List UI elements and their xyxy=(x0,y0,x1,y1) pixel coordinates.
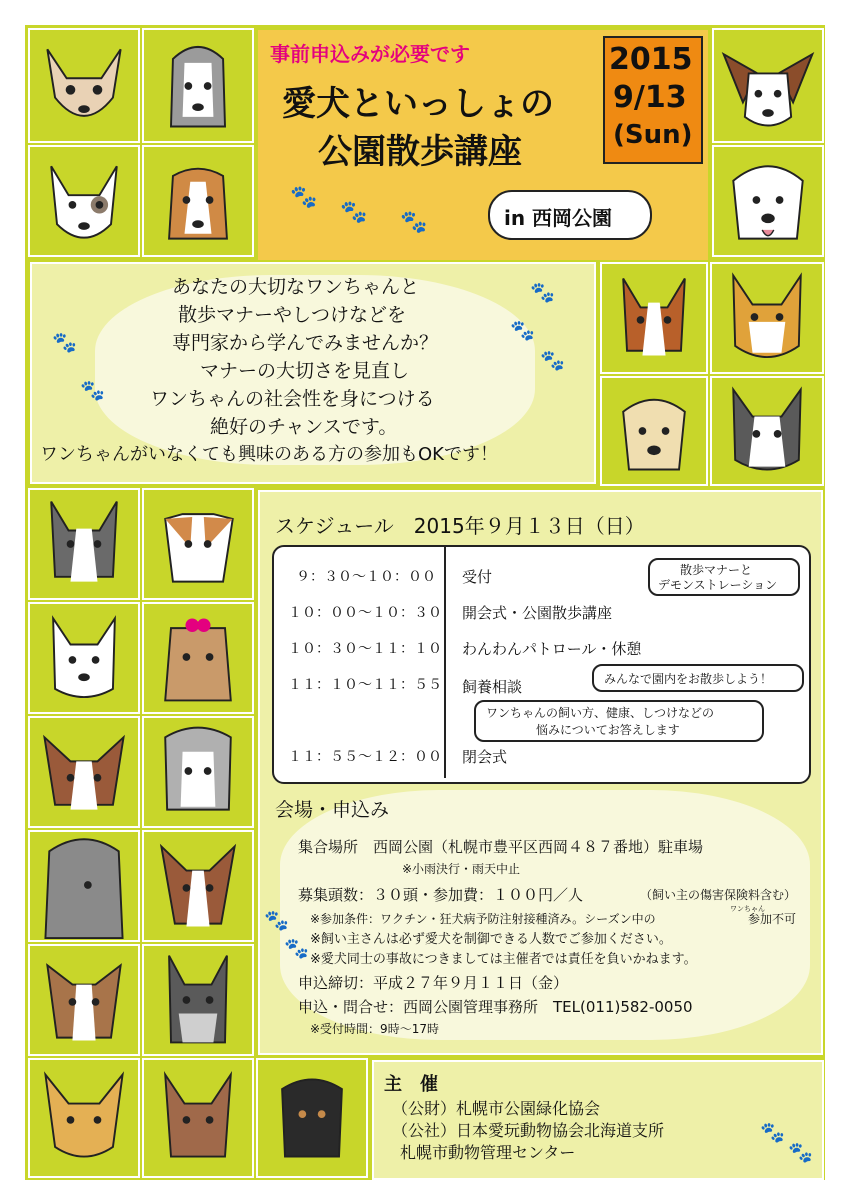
dog-tile-whippet xyxy=(28,944,140,1056)
dog-face-icon xyxy=(144,718,252,826)
dog-tile-whitebull xyxy=(28,602,140,714)
venue-heading: 会場・申込み xyxy=(275,799,390,821)
organizer-item-1: （公財）札幌市公園緑化協会 xyxy=(392,1099,601,1118)
venue-condition-2: ※飼い主さんは必ず愛犬を制御できる人数でご参加ください。 xyxy=(310,932,672,947)
dog-face-icon xyxy=(714,30,822,141)
event-title-line1: 愛犬といっしょの xyxy=(282,84,554,124)
dog-face-icon xyxy=(144,30,252,141)
date-day-of-week: (Sun) xyxy=(613,120,693,150)
dog-tile-brown-terrier xyxy=(142,1058,254,1178)
dog-tile-boxer xyxy=(600,262,708,374)
dog-tile-afghan xyxy=(28,830,140,942)
venue-condition-3: ※愛犬同士の事故につきましては主催者では責任を負いかねます。 xyxy=(310,952,697,967)
dog-tile-schnauzer xyxy=(142,944,254,1056)
schedule-time-5: １１：５５～１２：００ xyxy=(288,749,442,765)
venue-condition-1: ※参加条件：ワクチン・狂犬病予防注射接種済み。シーズン中の xyxy=(310,912,656,926)
paw-print-icon: 🐾 xyxy=(340,200,368,225)
schedule-event-4: 飼養相談 xyxy=(462,678,523,696)
notice-text: 事前申込みが必要です xyxy=(270,42,470,66)
dog-tile-retriever-white xyxy=(712,145,824,257)
location-badge xyxy=(488,190,652,240)
dog-face-icon xyxy=(714,147,822,255)
dog-tile-beagle xyxy=(142,145,254,257)
dog-face-icon xyxy=(144,604,252,712)
schedule-heading: スケジュール 2015年９月１３日（日） xyxy=(275,514,645,538)
dog-face-icon xyxy=(144,832,252,940)
paw-print-icon: 🐾 xyxy=(400,210,428,235)
intro-line-6: 絶好のチャンスです。 xyxy=(210,416,398,438)
dog-tile-corgi xyxy=(28,716,140,828)
intro-line-4: マナーの大切さを見直し xyxy=(200,360,410,382)
venue-hours: ※受付時間：9時～17時 xyxy=(310,1022,439,1036)
dog-face-icon xyxy=(144,946,252,1054)
paw-print-icon: 🐾 xyxy=(52,330,77,354)
paw-print-icon: 🐾 xyxy=(290,185,318,210)
demo-bubble-line1: 散歩マナーと xyxy=(680,563,753,577)
venue-condition-1-end: 参加不可 xyxy=(748,912,797,926)
dog-tile-husky xyxy=(710,376,824,486)
dog-face-icon xyxy=(30,1060,138,1176)
dog-tile-bullterrier xyxy=(28,145,140,257)
intro-line-7: ワンちゃんがいなくても興味のある方の参加もOKです！ xyxy=(40,444,498,465)
dog-face-icon xyxy=(30,946,138,1054)
dog-tile-dachshund xyxy=(256,1058,368,1178)
venue-capacity-note: （飼い主の傷害保険料含む） xyxy=(640,888,797,902)
dog-tile-chihuahua-tan xyxy=(28,1058,140,1178)
event-title-line2: 公園散歩講座 xyxy=(318,132,522,172)
organizer-item-2: （公社）日本愛玩動物協会北海道支所 xyxy=(392,1121,665,1140)
paw-print-icon: 🐾 xyxy=(80,378,105,402)
schedule-event-3: わんわんパトロール・休憩 xyxy=(462,640,642,658)
demo-bubble-line2: デモンストレーション xyxy=(658,578,778,592)
dog-tile-lab xyxy=(600,376,708,486)
paw-print-icon: 🐾 xyxy=(510,318,535,342)
dog-face-icon xyxy=(30,147,138,255)
schedule-event-5: 閉会式 xyxy=(462,748,508,766)
venue-capacity: 募集頭数：３０頭・参加費：１００円／人 xyxy=(298,886,584,904)
venue-place-note: ※小雨決行・雨天中止 xyxy=(402,862,521,876)
date-year: 2015 xyxy=(609,42,693,77)
location-badge-text: in 西岡公園 xyxy=(504,206,613,230)
dog-face-icon xyxy=(30,490,138,598)
organizers-heading: 主 催 xyxy=(384,1074,438,1095)
walk-bubble xyxy=(592,664,804,692)
intro-line-5: ワンちゃんの社会性を身につける xyxy=(150,388,435,410)
dog-face-icon xyxy=(602,264,706,372)
dog-tile-bostonterrier xyxy=(28,488,140,600)
dog-face-icon xyxy=(30,832,138,940)
dog-tile-basset xyxy=(142,28,254,143)
consult-bubble-line2: 悩みについてお答えします xyxy=(536,723,680,737)
dog-tile-husky-gray xyxy=(142,716,254,828)
paw-print-icon: 🐾 xyxy=(284,936,309,960)
dog-face-icon xyxy=(712,264,822,372)
paw-print-icon: 🐾 xyxy=(540,348,565,372)
dog-face-icon xyxy=(30,30,138,141)
schedule-time-3: １０：３０～１１：１０ xyxy=(288,641,442,657)
schedule-time-4: １１：１０～１１：５５ xyxy=(288,677,442,693)
dog-face-icon xyxy=(30,718,138,826)
dog-tile-shiba xyxy=(710,262,824,374)
dog-face-icon xyxy=(144,490,252,598)
demo-bubble xyxy=(648,558,800,596)
venue-place: 集合場所 西岡公園（札幌市豊平区西岡４８７番地）駐車場 xyxy=(298,838,704,856)
walk-bubble-text: みんなで園内をお散歩しよう！ xyxy=(604,672,773,686)
dog-tile-greyhound xyxy=(142,830,254,942)
intro-line-1: あなたの大切なワンちゃんと xyxy=(172,276,420,298)
paw-print-icon: 🐾 xyxy=(760,1120,785,1144)
consult-bubble xyxy=(474,700,764,742)
dog-tile-papillon xyxy=(712,28,824,143)
schedule-time-2: １０：００～１０：３０ xyxy=(288,605,442,621)
schedule-event-2: 開会式・公園散歩講座 xyxy=(462,604,613,622)
consult-bubble-line1: ワンちゃんの飼い方、健康、しつけなどの xyxy=(486,706,715,720)
date-panel xyxy=(603,36,703,164)
dog-tile-jackrussell xyxy=(142,488,254,600)
organizer-item-3: 札幌市動物管理センター xyxy=(400,1143,576,1162)
venue-deadline: 申込締切：平成２７年９月１１日（金） xyxy=(298,974,569,992)
intro-line-2: 散歩マナーやしつけなどを xyxy=(178,304,407,326)
venue-condition-1-ruby: ワンちゃん xyxy=(730,905,765,913)
date-month-day: 9/13 xyxy=(613,80,687,115)
schedule-time-1: ９：３０～１０：００ xyxy=(296,569,436,585)
dog-face-icon xyxy=(712,378,822,484)
venue-contact: 申込・問合せ：西岡公園管理事務所 TEL(011)582-0050 xyxy=(298,998,693,1016)
dog-tile-chihuahua xyxy=(28,28,140,143)
schedule-divider xyxy=(444,547,446,778)
dog-face-icon xyxy=(602,378,706,484)
paw-print-icon: 🐾 xyxy=(264,908,289,932)
dog-tile-yorkie xyxy=(142,602,254,714)
paw-print-icon: 🐾 xyxy=(530,280,555,304)
dog-face-icon xyxy=(30,604,138,712)
dog-face-icon xyxy=(144,1060,252,1176)
dog-face-icon xyxy=(144,147,252,255)
paw-print-icon: 🐾 xyxy=(788,1140,813,1164)
schedule-event-1: 受付 xyxy=(462,568,493,586)
dog-face-icon xyxy=(258,1060,366,1176)
intro-line-3: 専門家から学んでみませんか？ xyxy=(172,332,439,354)
